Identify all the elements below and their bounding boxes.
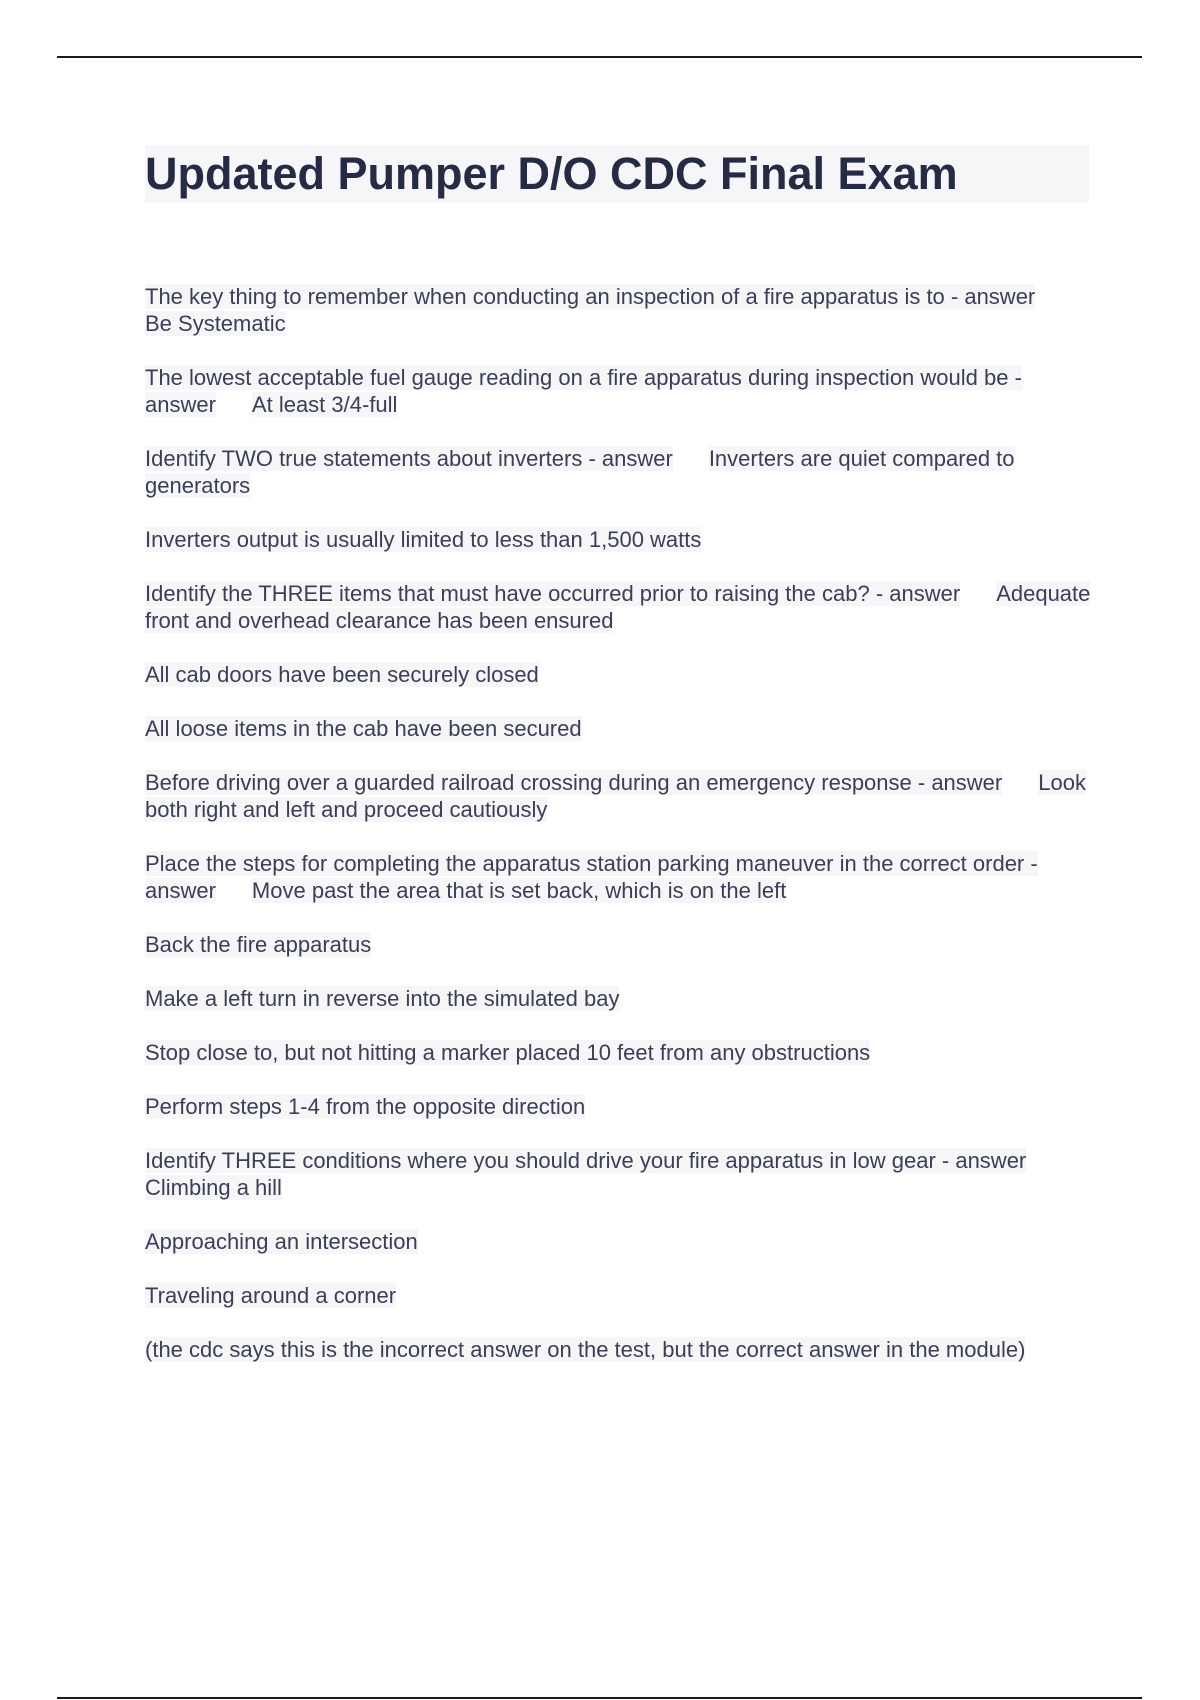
question-paragraph xyxy=(145,1147,1095,1201)
answer-text: All cab doors have been securely closed xyxy=(145,662,539,687)
question-answer: Inverters are quiet compared to generators xyxy=(145,446,1015,498)
question-prompt: Identify TWO true statements about inverters - answer xyxy=(145,446,673,471)
question-prompt: Identify the THREE items that must have occurred prior to raising the cab? - answer xyxy=(145,581,961,606)
question-prompt: Place the steps for completing the apparatus station parking maneuver in the correct order - answer xyxy=(145,851,1038,903)
answer-line xyxy=(145,661,1095,688)
question-answer: Look both right and left and proceed cautiously xyxy=(145,770,1086,822)
answer-line xyxy=(145,1282,1095,1309)
answer-text: Inverters output is usually limited to less than 1,500 watts xyxy=(145,527,702,552)
question-answer: Move past the area that is set back, which is on the left xyxy=(251,878,787,903)
question-paragraph xyxy=(145,283,1095,337)
answer-text: Make a left turn in reverse into the simulated bay xyxy=(145,986,620,1011)
answer-line xyxy=(145,715,1095,742)
answer-line xyxy=(145,1039,1095,1066)
question-paragraph xyxy=(145,364,1095,418)
question-prompt: Before driving over a guarded railroad crossing during an emergency response - answer xyxy=(145,770,1003,795)
question-prompt: The lowest acceptable fuel gauge reading on a fire apparatus during inspection would be - answer xyxy=(145,365,1022,417)
question-paragraph xyxy=(145,769,1095,823)
answer-line xyxy=(145,1228,1095,1255)
question-paragraph xyxy=(145,445,1095,499)
answer-text: Approaching an intersection xyxy=(145,1229,418,1254)
answer-text: All loose items in the cab have been secured xyxy=(145,716,582,741)
note-line xyxy=(145,1336,1095,1363)
question-list xyxy=(145,283,1095,1390)
question-prompt: The key thing to remember when conducting an inspection of a fire apparatus is to - answer xyxy=(145,284,1036,309)
question-answer: At least 3/4-full xyxy=(251,392,398,417)
answer-line xyxy=(145,1093,1095,1120)
answer-line xyxy=(145,526,1095,553)
bottom-divider xyxy=(57,1697,1142,1699)
answer-line xyxy=(145,985,1095,1012)
note-text: (the cdc says this is the incorrect answer on the test, but the correct answer in the module) xyxy=(145,1337,1026,1362)
answer-line xyxy=(145,931,1095,958)
question-answer: Adequate front and overhead clearance has been ensured xyxy=(145,581,1091,633)
page-title: Updated Pumper D/O CDC Final Exam xyxy=(145,145,1089,203)
answer-text: Stop close to, but not hitting a marker placed 10 feet from any obstructions xyxy=(145,1040,871,1065)
question-answer: Climbing a hill xyxy=(145,1175,282,1200)
question-answer: Be Systematic xyxy=(145,311,286,336)
answer-text: Back the fire apparatus xyxy=(145,932,372,957)
question-paragraph xyxy=(145,850,1095,904)
question-prompt: Identify THREE conditions where you should drive your fire apparatus in low gear - answer xyxy=(145,1148,1027,1173)
answer-text: Perform steps 1-4 from the opposite direction xyxy=(145,1094,586,1119)
answer-text: Traveling around a corner xyxy=(145,1283,397,1308)
top-divider xyxy=(57,56,1142,58)
question-paragraph xyxy=(145,580,1095,634)
